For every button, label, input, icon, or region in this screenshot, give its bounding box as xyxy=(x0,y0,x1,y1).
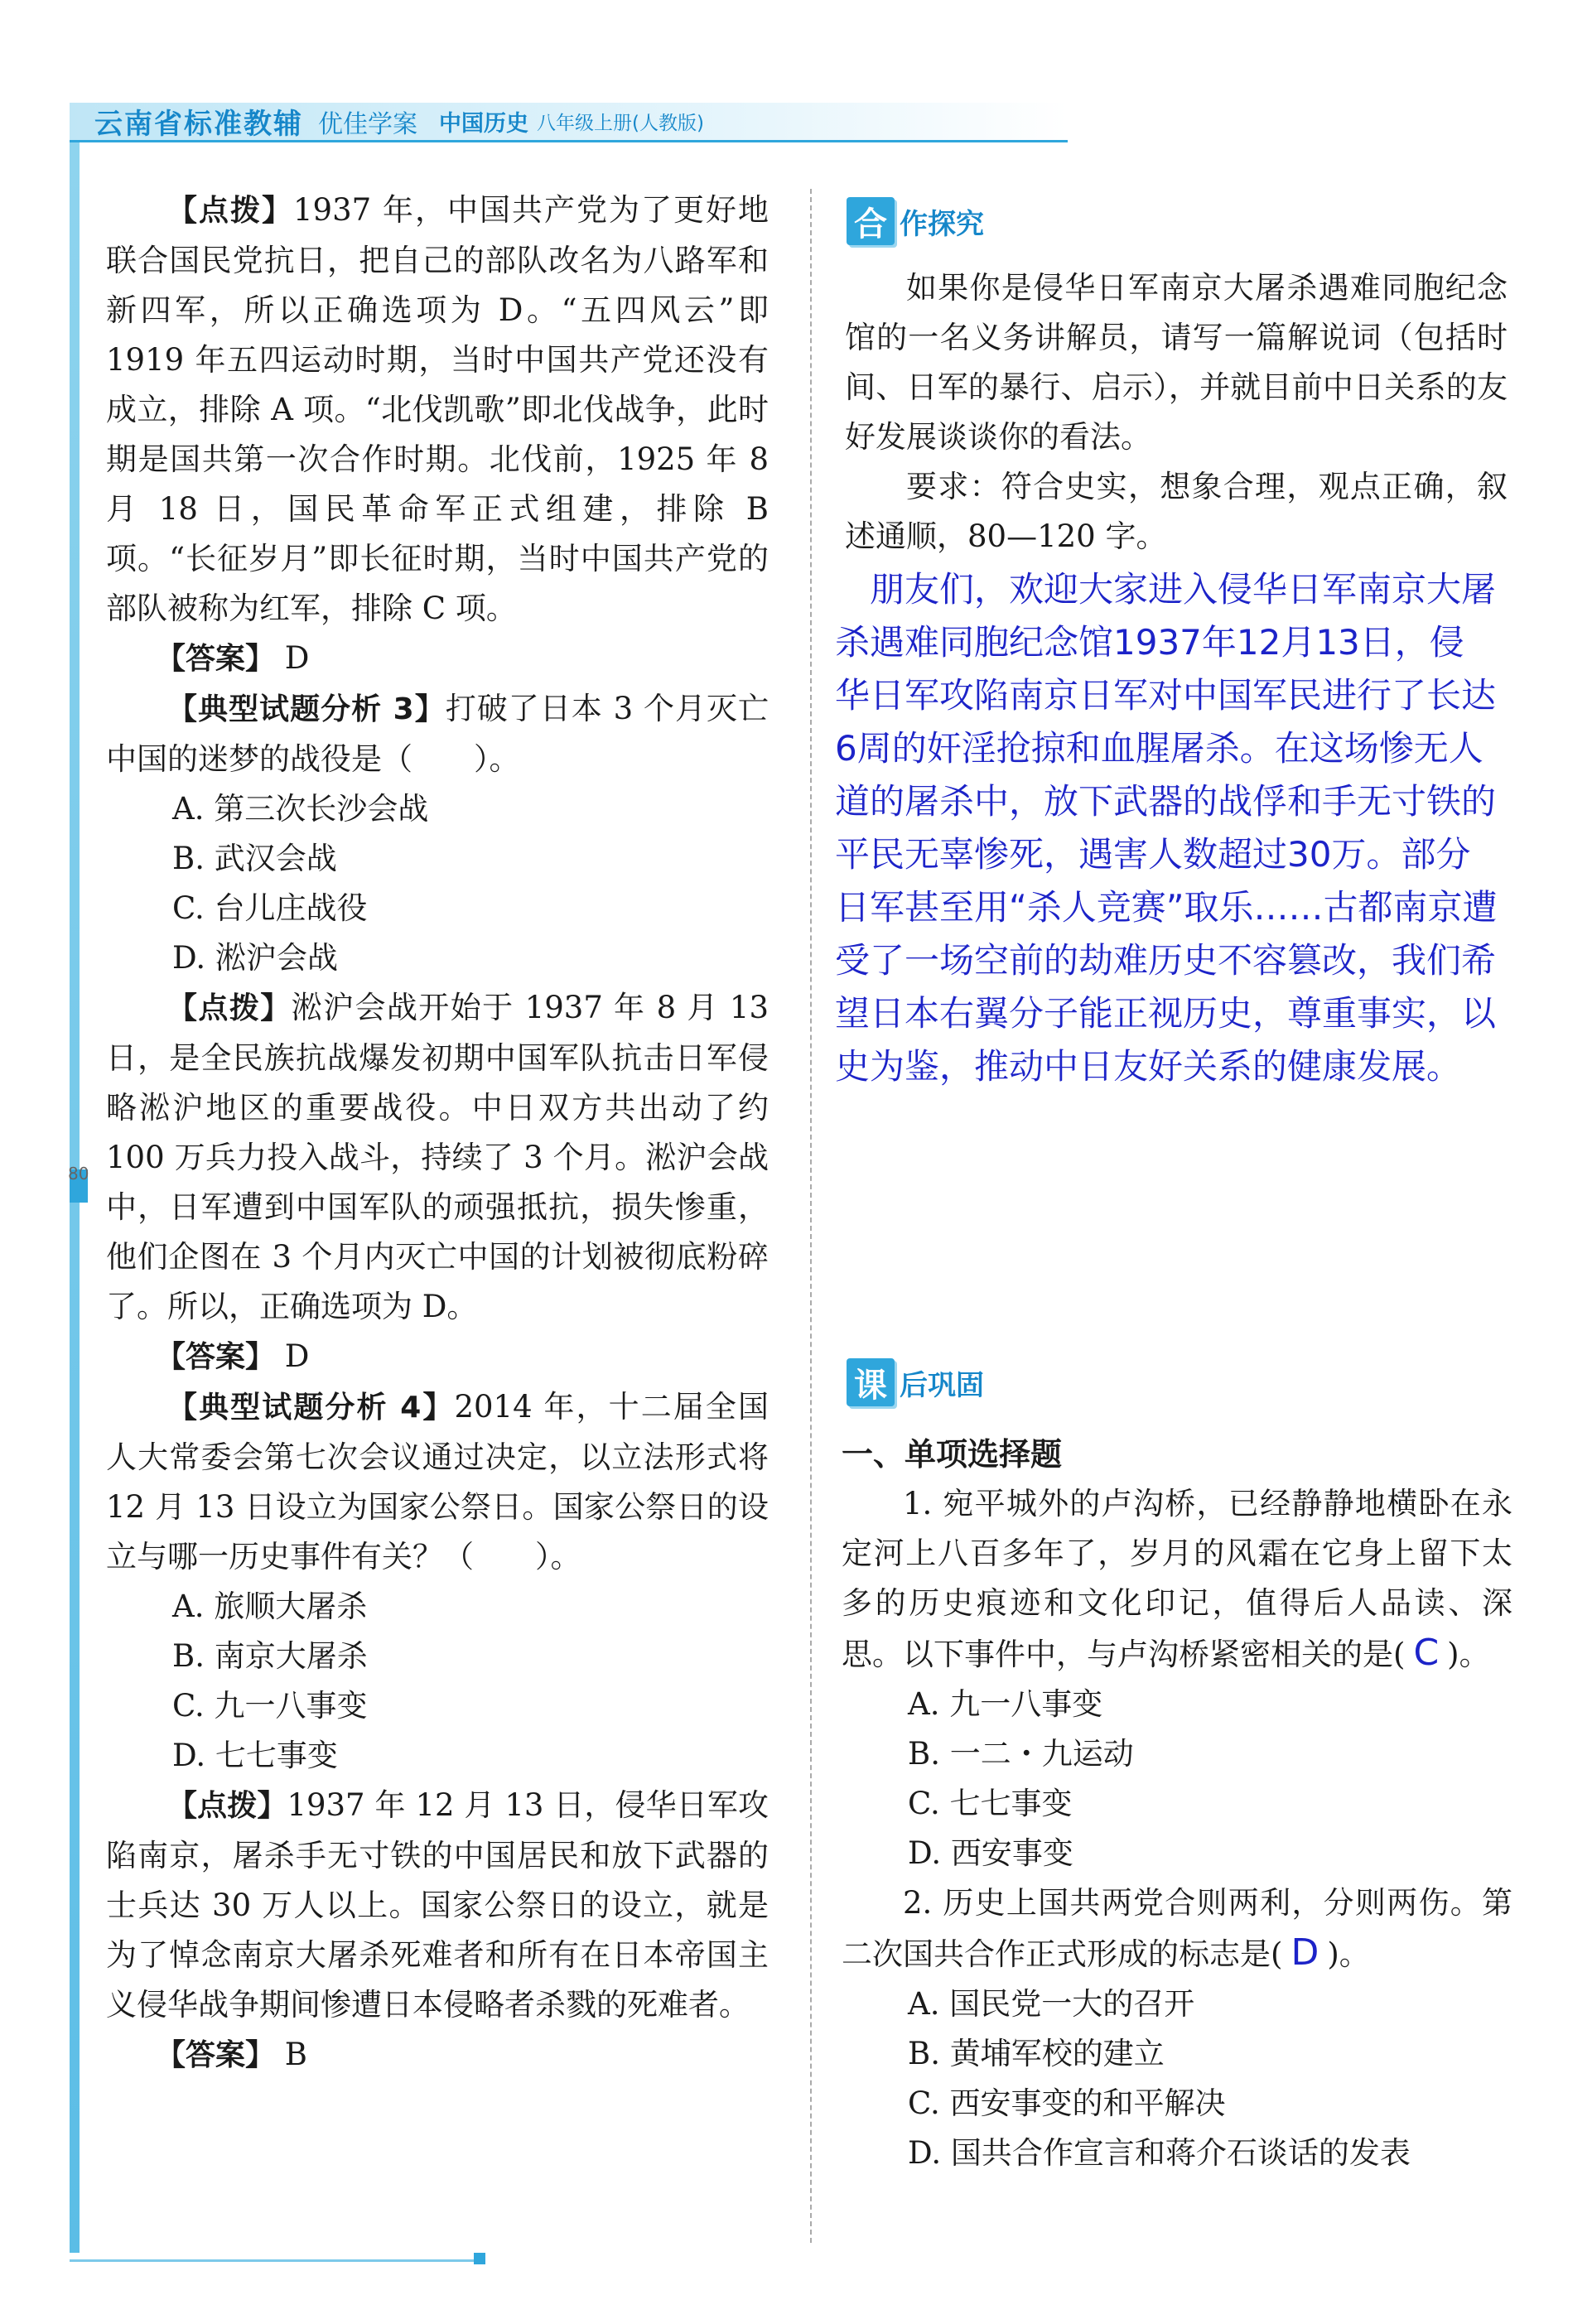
q2-option-a: A. 国民党一大的召开 xyxy=(908,1986,1195,2022)
q1-option-a: A. 九一八事变 xyxy=(908,1686,1103,1722)
section-after-class-review xyxy=(847,1358,984,1406)
q2-filled-answer: D xyxy=(1290,1931,1319,1974)
q3-option-b: B. 武汉会战 xyxy=(172,841,337,876)
section-cooperative-inquiry xyxy=(847,197,984,245)
question-4: 【典型试题分析 4】2014 年，十二届全国人大常委会第七次会议通过决定，以立法形式将 12 月 13 日设立为国家公祭日。国家公祭日的设立与哪一历史事件有关？（ ）。 xyxy=(106,1389,769,1574)
answer-4: 【答案】 B xyxy=(156,2037,307,2072)
header-grade: 八年级上册(人教版) xyxy=(537,113,704,134)
hint-paragraph-4: 【点拨】1937 年 12 月 13 日，侵华日军攻陷南京，屠杀手无寸铁的中国居民和放下武器的士兵达 30 万人以上。国家公祭日的设立，就是为了悼念南京大屠杀死难者和所有在日本帝国主义侵华战争期间惨遭日本侵略者杀戮的死难者。 xyxy=(106,1787,769,2023)
page-header xyxy=(70,103,1068,142)
answer-3: 【答案】 D xyxy=(156,1338,310,1374)
cooperative-prompt xyxy=(845,263,1508,562)
hint-paragraph-3: 【点拨】淞沪会战开始于 1937 年 8 月 13 日，是全民族抗战爆发初期中国军队抗击日军侵略淞沪地区的重要战役。中日双方共出动了约 100 万兵力投入战斗，持续了 3 个月。淞沪会战中，日军遭到中国军队的顽强抵抗，损失惨重，他们企图在 3 个月内灭亡中国的计划被彻底粉碎了。所以，正确选项为 D。 xyxy=(106,990,769,1324)
coop-requirements: 要求：符合史实，想象合理，观点正确，叙述通顺，80—120 字。 xyxy=(845,469,1508,554)
footer-marker xyxy=(474,2253,485,2264)
q2-option-d: D. 国共合作宣言和蒋介石谈话的发表 xyxy=(908,2135,1411,2171)
q4-option-d: D. 七七事变 xyxy=(172,1738,338,1773)
section-title-text: 作探究 xyxy=(900,207,984,241)
q2-option-b: B. 黄埔军校的建立 xyxy=(908,2036,1165,2071)
q3-option-a: A. 第三次长沙会战 xyxy=(172,791,429,827)
hint-paragraph-1: 【点拨】1937 年，中国共产党为了更好地联合国民党抗日，把自己的部队改名为八路军和新四军，所以正确选项为 D。“五四风云”即 1919 年五四运动时期，当时中国共产党还没有成立，排除 A 项。“北伐凯歌”即北伐战争，此时期是国共第一次合作时期。北伐前，1925 年 8 月 18 日，国民革命军正式组建，排除 B 项。“长征岁月”即长征时期，当时中国共产党的部队被称为红军，排除 C 项。 xyxy=(106,192,769,626)
left-column xyxy=(106,186,769,2081)
review-questions xyxy=(842,1430,1512,2178)
review-question-1: 1. 宛平城外的卢沟桥，已经静静地横卧在永定河上八百多年了，岁月的风霜在它身上留下太多的历史痕迹和文化印记，值得后人品读、深思。以下事件中，与卢沟桥紧密相关的是( C )。 xyxy=(842,1486,1512,1674)
coop-question: 如果你是侵华日军南京大屠杀遇难同胞纪念馆的一名义务讲解员，请写一篇解说词（包括时间、日军的暴行、启示），并就目前中日关系的友好发展谈谈你的看法。 xyxy=(845,270,1508,455)
review-question-2: 2. 历史上国共两党合则两利，分则两伤。第二次国共合作正式形成的标志是( D )。 xyxy=(842,1885,1512,1974)
q1-option-c: C. 七七事变 xyxy=(908,1786,1073,1821)
q4-option-b: B. 南京大屠杀 xyxy=(172,1638,368,1674)
handwritten-text: 朋友们，欢迎大家进入侵华日军南京大屠杀遇难同胞纪念馆1937年12月13日，侵华日军攻陷南京日军对中国军民进行了长达6周的奸淫抢掠和血腥屠杀。在这场惨无人道的屠杀中，放下武器的战俘和手无寸铁的平民无辜惨死，遇害人数超过30万。部分日军甚至用“杀人竞赛”取乐……古都南京遭受了一场空前的劫难历史不容篡改，我们希望日本右翼分子能正视历史，尊重事实，以史为鉴，推动中日友好关系的健康发展。 xyxy=(835,569,1498,1087)
section-title-text: 后巩固 xyxy=(900,1368,984,1402)
header-brand: 优佳学案 xyxy=(318,109,417,139)
q3-option-d: D. 淞沪会战 xyxy=(172,940,338,976)
page-number: 80 xyxy=(68,1164,89,1184)
answer-1: 【答案】 D xyxy=(156,640,310,676)
q4-option-a: A. 旅顺大屠杀 xyxy=(172,1589,368,1624)
q1-option-b: B. 一二・九运动 xyxy=(908,1736,1134,1772)
section-badge-icon: 课 xyxy=(847,1358,895,1406)
footer-line xyxy=(70,2259,484,2262)
column-divider xyxy=(810,189,812,2243)
q1-option-d: D. 西安事变 xyxy=(908,1835,1073,1871)
section-heading-single-choice: 一、单项选择题 xyxy=(842,1436,1063,1473)
q4-option-c: C. 九一八事变 xyxy=(172,1688,368,1724)
q3-option-c: C. 台儿庄战役 xyxy=(172,890,368,926)
question-3: 【典型试题分析 3】打破了日本 3 个月灭亡中国的迷梦的战役是（ ）。 xyxy=(106,691,769,777)
section-badge-icon: 合 xyxy=(847,197,895,245)
handwritten-answer xyxy=(835,563,1498,1093)
header-series: 云南省标准教辅 xyxy=(94,108,303,141)
q1-filled-answer: C xyxy=(1413,1632,1440,1674)
header-subject: 中国历史 xyxy=(439,111,528,137)
q2-option-c: C. 西安事变的和平解决 xyxy=(908,2085,1226,2121)
